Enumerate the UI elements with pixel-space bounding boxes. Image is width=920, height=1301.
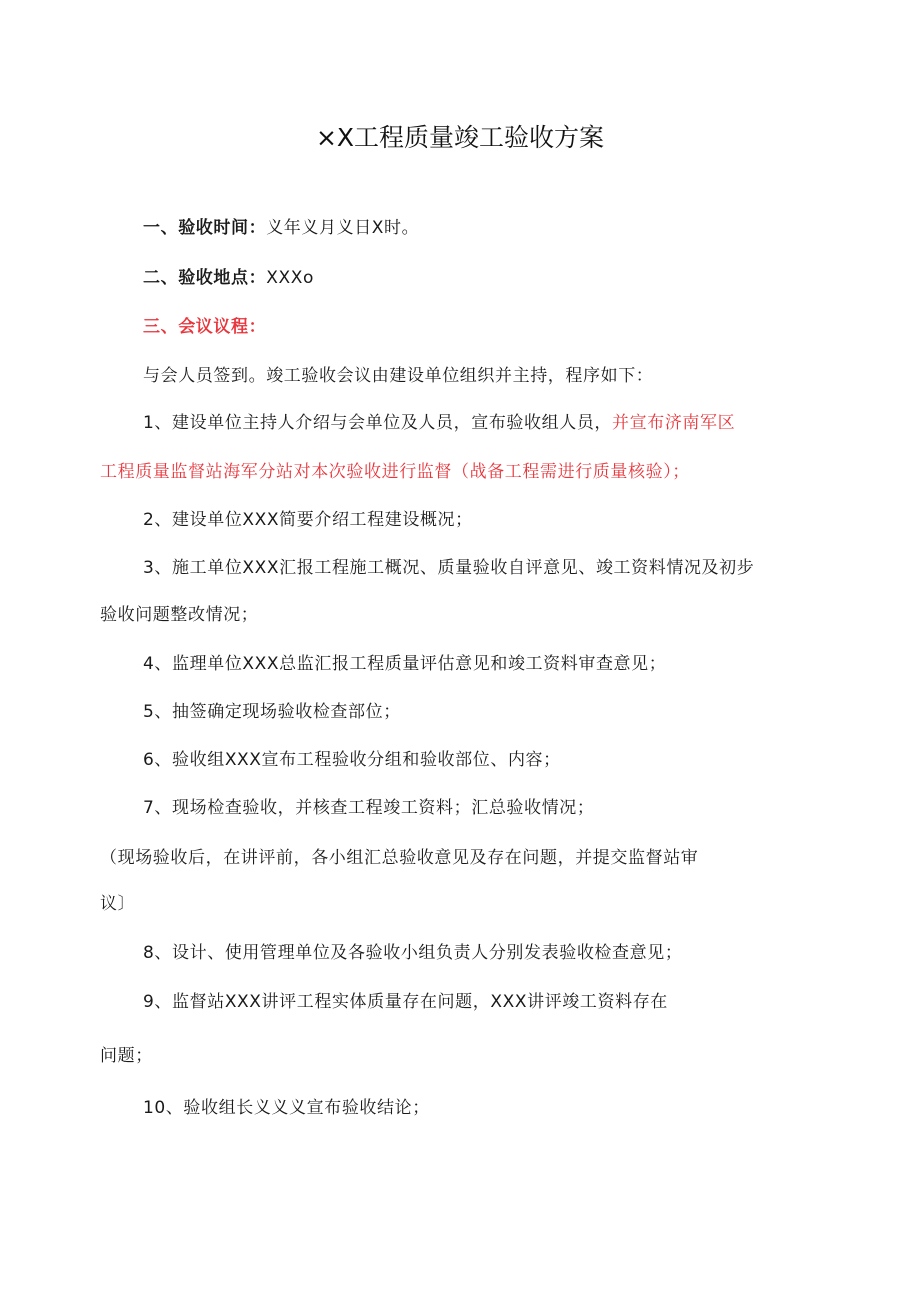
section-label: 一、验收时间： (143, 218, 267, 238)
agenda-item-9-continued: 问题； (100, 1046, 153, 1066)
section-value: 义年义月义日X时。 (266, 218, 420, 238)
agenda-note: （现场验收后，在讲评前，各小组汇总验收意见及存在问题，并提交监督站审 (100, 848, 699, 868)
agenda-item-1-continued: 工程质量监督站海军分站对本次验收进行监督（战备工程需进行质量核验）； (100, 462, 690, 482)
section-label: 二、验收地点： (143, 268, 267, 288)
section-agenda-heading: 三、会议议程： (143, 317, 267, 337)
agenda-note-continued: 议〕 (100, 894, 136, 914)
agenda-item-2: 2、建设单位XXX简要介绍工程建设概况； (143, 510, 473, 530)
agenda-item-9: 9、监督站XXX讲评工程实体质量存在问题，XXX讲评竣工资料存在 (143, 992, 668, 1012)
agenda-item-10: 10、验收组长义义义宣布验收结论； (143, 1098, 430, 1118)
agenda-item-7: 7、现场检查验收，并核查工程竣工资料；汇总验收情况； (143, 798, 595, 818)
agenda-intro: 与会人员签到。竣工验收会议由建设单位组织并主持，程序如下： (143, 366, 654, 386)
agenda-item-4: 4、监理单位XXX总监汇报工程质量评估意见和竣工资料审查意见； (143, 654, 667, 674)
section-inspection-time (143, 216, 419, 240)
agenda-item-text: 1、建设单位主持人介绍与会单位及人员，宣布验收组人员， (143, 413, 613, 433)
agenda-item-highlight: 并宣布济南军区 (612, 413, 736, 433)
section-inspection-place (143, 266, 314, 290)
agenda-item-8: 8、设计、使用管理单位及各验收小组负责人分别发表验收检查意见； (143, 943, 683, 963)
agenda-item-3: 3、施工单位XXX汇报工程施工概况、质量验收自评意见、竣工资料情况及初步 (143, 558, 755, 578)
agenda-item-6: 6、验收组XXX宣布工程验收分组和验收部位、内容； (143, 750, 561, 770)
agenda-item-3-continued: 验收问题整改情况； (100, 605, 259, 625)
agenda-item-1 (143, 411, 735, 435)
agenda-item-5: 5、抽签确定现场验收检查部位； (143, 702, 401, 722)
section-value: XXXo (266, 268, 314, 288)
document-title: ×X工程质量竣工验收方案 (315, 123, 605, 152)
